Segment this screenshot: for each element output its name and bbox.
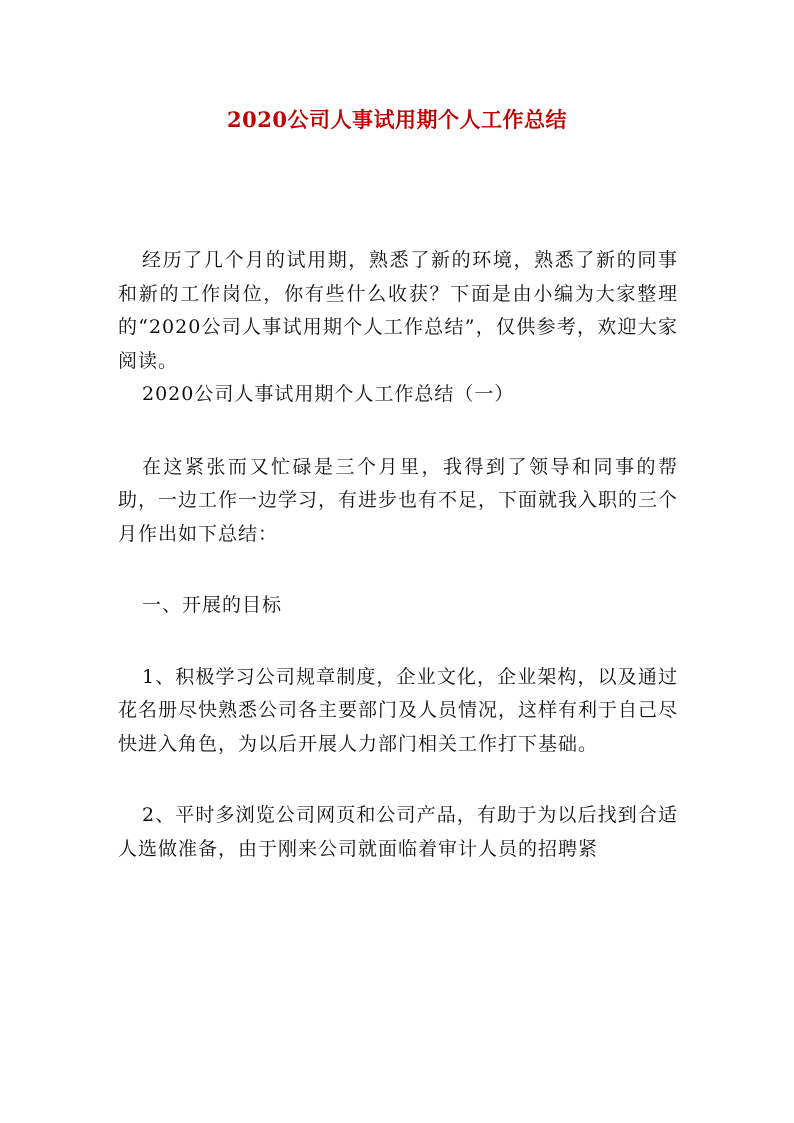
intro-paragraph: 经历了几个月的试用期，熟悉了新的环境，熟悉了新的同事和新的工作岗位，你有些什么收获？下面是由小编为大家整理的“2020公司人事试用期个人工作总结”，仅供参考，欢迎大家阅读。 (118, 249, 678, 372)
paragraph-spacer (118, 761, 678, 799)
section-heading: 2020公司人事试用期个人工作总结（一） (142, 383, 515, 405)
paragraph-spacer (118, 412, 678, 451)
body-paragraph: 在这紧张而又忙碌是三个月里，我得到了领导和同事的帮助，一边工作一边学习，有进步也有不足，下面就我入职的三个月作出如下总结： (118, 455, 679, 545)
list-item: 2、平时多浏览公司网页和公司产品，有助于为以后找到合适人选做准备，由于刚来公司就面临着审计人员的招聘紧 (118, 804, 678, 860)
paragraph-spacer (118, 551, 678, 589)
list-item: 1、积极学习公司规章制度，企业文化，企业架构，以及通过花名册尽快熟悉公司各主要部门及人员情况，这样有利于自己尽快进入角色，为以后开展人力部门相关工作打下基础。 (118, 665, 679, 755)
document-body (118, 244, 678, 866)
paragraph-spacer (118, 623, 678, 661)
subheading: 一、开展的目标 (142, 594, 283, 616)
document-title: 2020公司人事试用期个人工作总结 (227, 107, 567, 132)
